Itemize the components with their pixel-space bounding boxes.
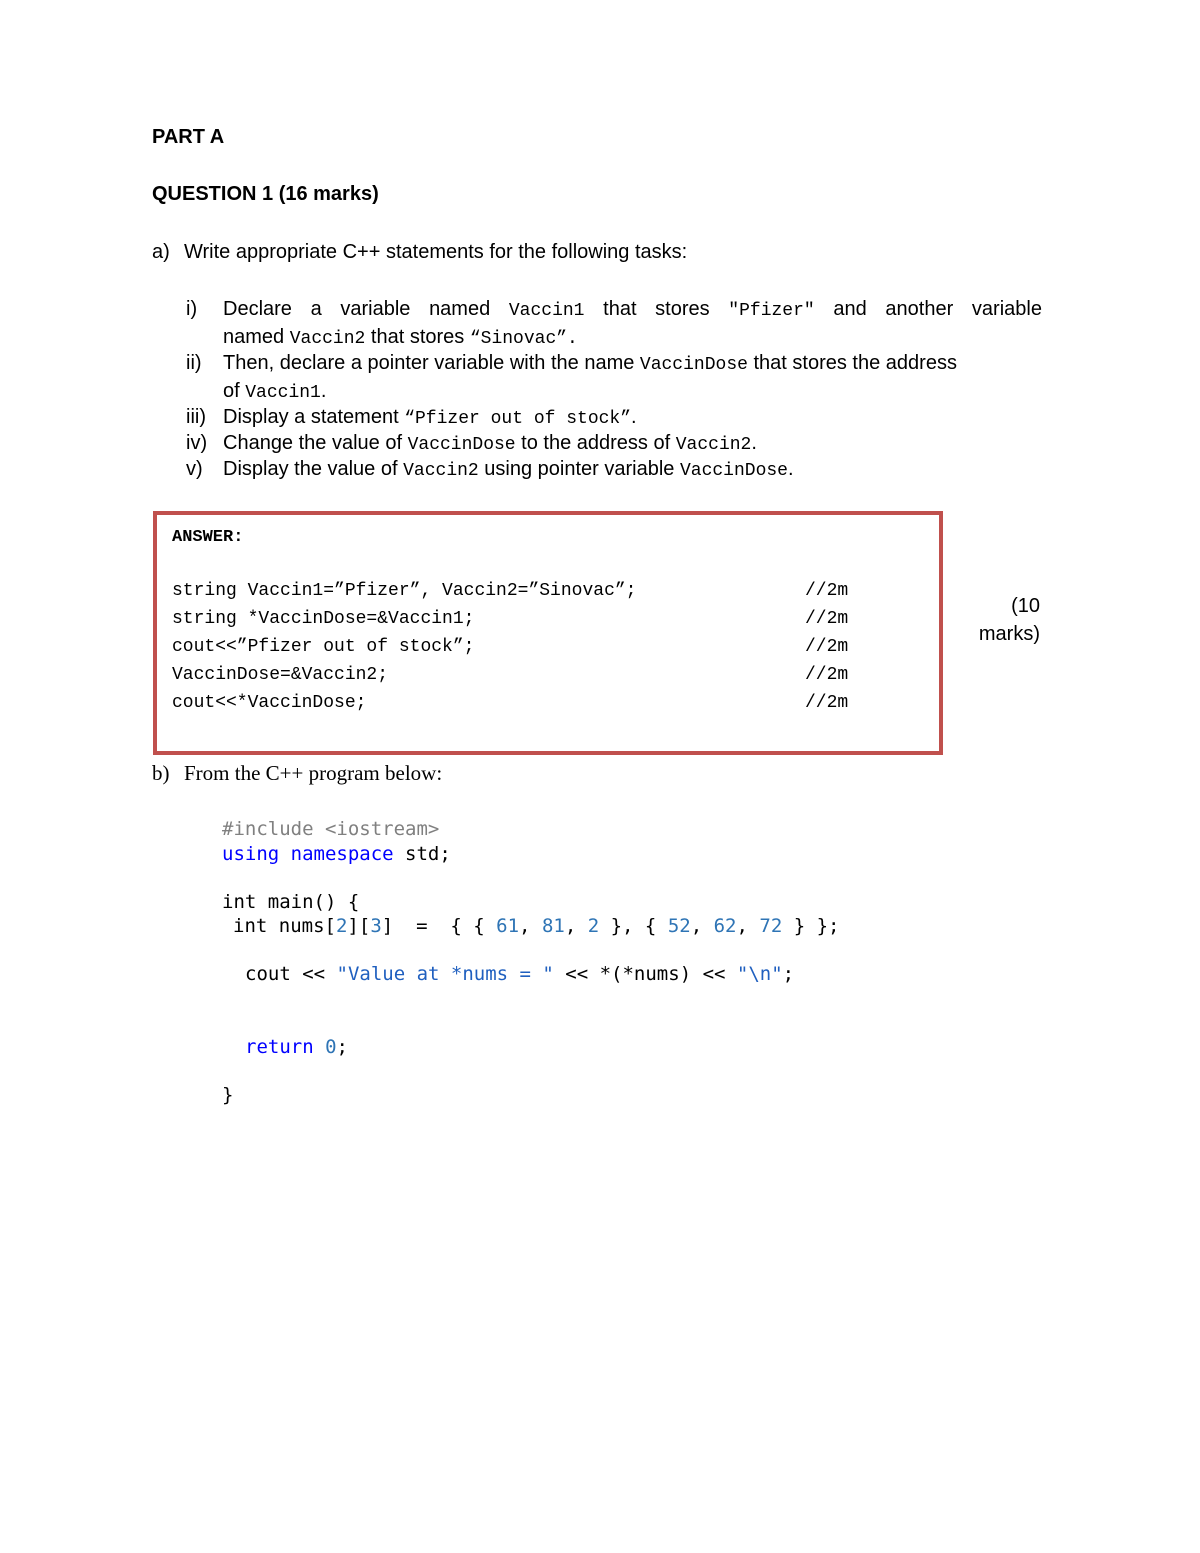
word: variable [971,298,1042,320]
answer-mark: //2m [805,609,849,629]
text: using pointer variable [478,458,680,480]
number: 62 [713,915,737,937]
code-text: ][ [347,915,371,937]
code-text: ; [782,963,795,985]
word: and [833,298,867,320]
word: that [603,298,637,320]
word: Declare [223,298,292,320]
task-number: iii) [186,406,206,428]
marks-line: (10 [1011,595,1040,617]
part-title: PART A [152,126,225,148]
code-close-brace: } [222,1084,234,1106]
answer-label: ANSWER: [172,528,244,547]
code-text: , [690,915,714,937]
part-a-label: a) [152,241,170,263]
answer-mark: //2m [805,581,849,601]
text: that stores the address [747,352,957,374]
keyword: using namespace [222,843,394,865]
part-b-prompt: From the C++ program below: [184,761,443,785]
marks-line: marks) [978,623,1040,645]
code-token: “Sinovac”. [469,329,578,349]
code-text: , [519,915,542,937]
number: 0 [325,1036,337,1058]
code-token: Vaccin1 [245,383,321,403]
task-number: v) [186,458,203,480]
number: 2 [587,915,600,937]
code-text: std; [393,843,451,865]
code-token: Vaccin2 [403,461,479,481]
answer-mark: //2m [805,693,849,713]
answer-line: VaccinDose=&Vaccin2; [172,665,389,685]
word: a [310,298,322,320]
answer-box [153,511,943,755]
code-token: VaccinDose [639,355,748,375]
text: to the address of [515,432,676,454]
answer-mark: //2m [805,637,849,657]
task-text [223,456,1042,484]
task-iii [186,404,1042,430]
code-array-decl [233,915,839,937]
keyword: return [245,1036,314,1058]
number: 3 [370,915,382,937]
marks-allocation [960,592,1040,648]
answer-line: string Vaccin1=”Pfizer”, Vaccin2=”Sinovac”; [172,581,637,601]
code-text: << *(*nums) << [553,963,737,985]
task-i [186,296,1042,348]
answer-line: cout<<*VaccinDose; [172,693,367,713]
code-token: “Pfizer out of stock” [404,409,632,429]
task-number: i) [186,298,198,320]
code-text: } }; [782,915,840,937]
text: . [788,458,794,480]
code-token: "Pfizer" [728,301,815,321]
code-text: ; [336,1036,348,1058]
number: 61 [496,915,520,937]
task-iv [186,430,1042,456]
text: Display a statement [223,406,405,428]
code-text: nums[ [267,915,336,937]
code-using [222,843,451,865]
part-b-label: b) [152,761,170,785]
task-i-line1 [223,296,1042,324]
text: . [320,380,327,402]
task-text [223,350,1042,406]
code-text: cout << [245,963,337,985]
code-text: , [736,915,760,937]
word: another [885,298,954,320]
text: of [223,380,246,402]
text: Then, declare a pointer variable with the name [223,352,640,374]
code-include: #include <iostream> [222,818,440,840]
text: Display the value of [223,458,404,480]
number: 81 [541,915,565,937]
task-ii [186,350,1042,402]
answer-mark: //2m [805,665,849,685]
part-a-prompt: Write appropriate C++ statements for the following tasks: [184,241,688,263]
task-number: ii) [186,352,202,374]
keyword: int [222,891,257,913]
task-i-line2 [223,324,1042,352]
word: named [429,298,491,320]
text: Change the value of [223,432,408,454]
code-token: VaccinDose [679,461,788,481]
text: . [631,406,637,428]
code-token: VaccinDose [407,435,516,455]
code-text: }, { [599,915,668,937]
word: stores [655,298,710,320]
answer-line: string *VaccinDose=&Vaccin1; [172,609,475,629]
task-text [223,404,1042,432]
code-token: Vaccin1 [508,301,585,321]
task-text [223,430,1042,458]
number: 72 [759,915,783,937]
task-number: iv) [186,432,208,454]
word: variable [340,298,411,320]
text: named [223,326,290,348]
keyword: int [233,915,268,937]
code-cout [245,963,794,985]
code-text: ] = { { [381,915,497,937]
answer-line: cout<<”Pfizer out of stock”; [172,637,475,657]
code-main [222,891,359,913]
number: 2 [335,915,348,937]
number: 52 [667,915,691,937]
code-return [245,1036,348,1058]
task-ii-line1 [223,350,1042,378]
task-ii-line2 [223,378,1042,406]
string-literal: "\n" [736,963,783,985]
code-text: , [564,915,588,937]
task-text [223,296,1042,352]
code-token: Vaccin2 [289,329,366,349]
code-token: Vaccin2 [675,435,752,455]
code-text: main() { [256,891,360,913]
question-title: QUESTION 1 (16 marks) [152,183,379,205]
text: . [751,432,757,454]
task-v [186,456,1042,482]
string-literal: "Value at *nums = " [336,963,554,985]
text: that stores [365,326,470,348]
